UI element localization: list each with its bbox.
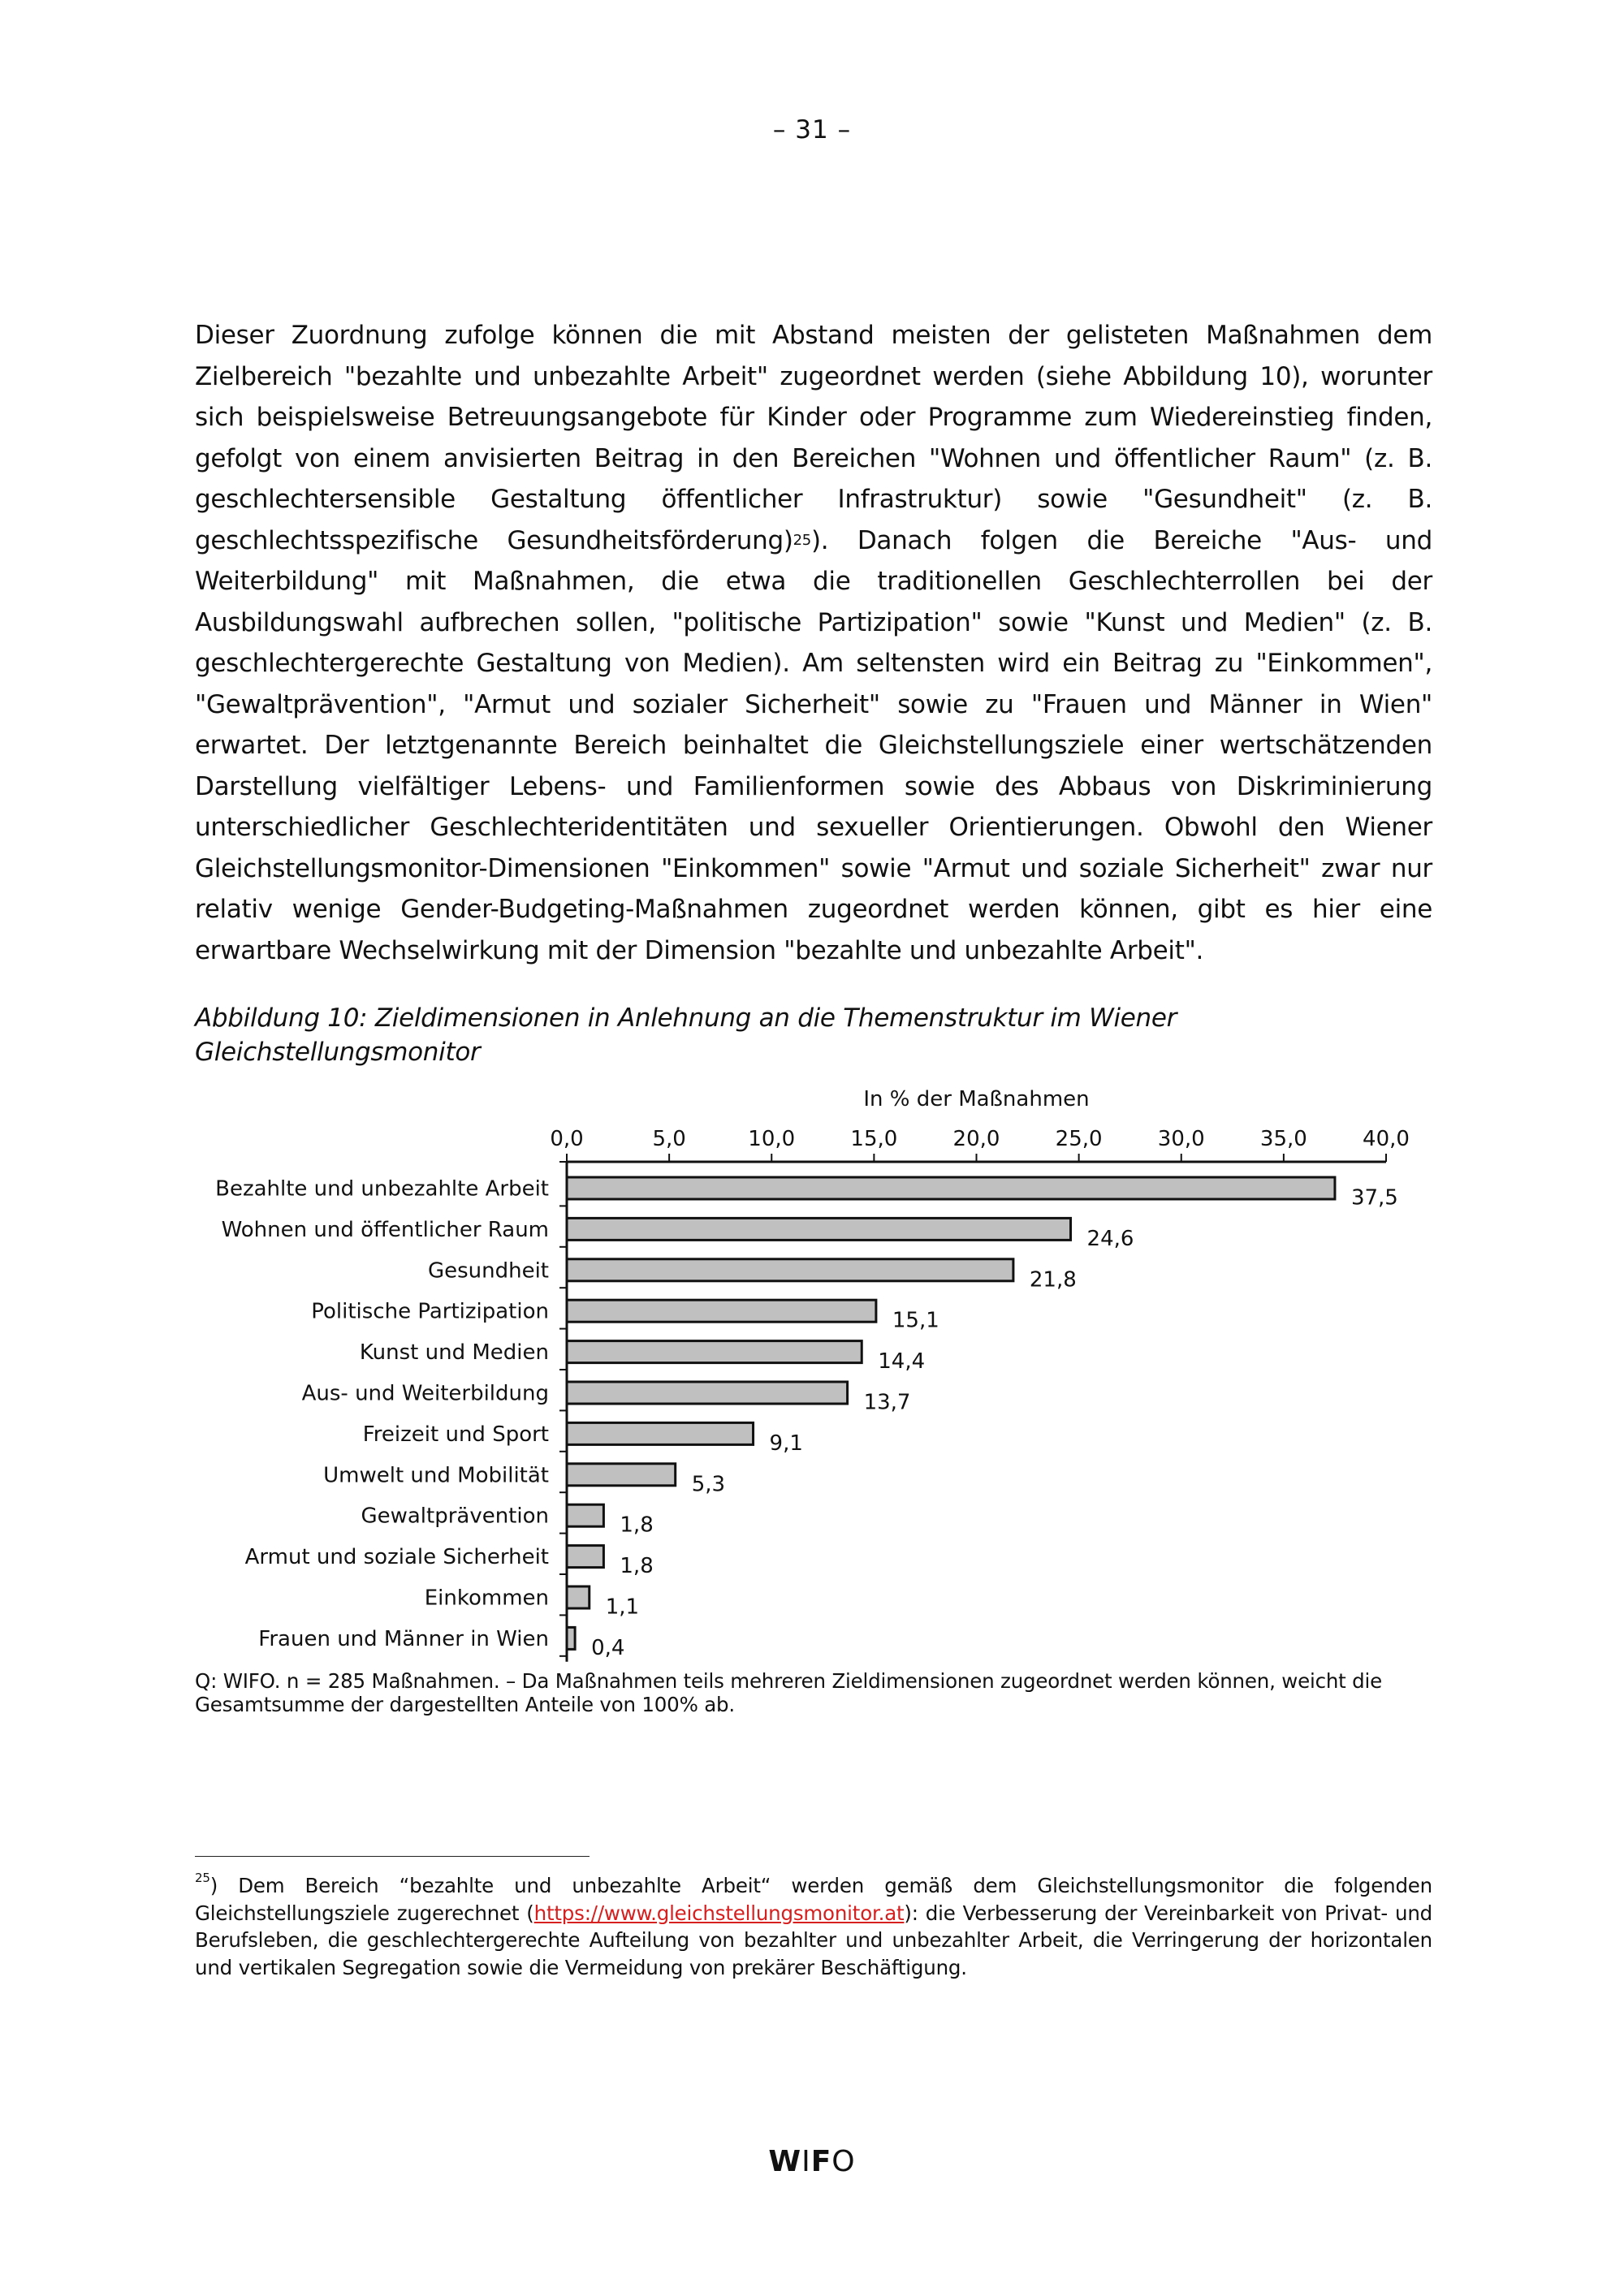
bar <box>567 1546 603 1568</box>
footnote-link[interactable]: https://www.gleichstellungsmonitor.at <box>533 1901 905 1925</box>
bar <box>567 1177 1335 1199</box>
category-label: Umwelt und Mobilität <box>323 1463 549 1488</box>
bar <box>567 1300 876 1322</box>
value-label: 21,8 <box>1029 1267 1077 1293</box>
x-tick-label: 35,0 <box>1259 1127 1307 1151</box>
footnote-text-before: ) Dem Bereich “bezahlte und unbezahlte Arbeit“ werden gemäß dem Gleichstellungsmonitor die folgenden Gleichstellungsziele zugerechnet ( <box>195 1874 1432 1925</box>
footnote <box>195 1872 1432 1981</box>
x-tick-label: 20,0 <box>952 1127 1000 1151</box>
category-label: Politische Partizipation <box>311 1299 549 1324</box>
footnote-reference[interactable]: 25 <box>793 531 811 549</box>
value-label: 37,5 <box>1350 1185 1398 1211</box>
value-label: 24,6 <box>1086 1226 1134 1251</box>
x-tick-label: 25,0 <box>1055 1127 1103 1151</box>
category-label: Freizeit und Sport <box>362 1422 549 1447</box>
bar <box>567 1218 1071 1240</box>
bar <box>567 1504 603 1526</box>
x-tick-label: 30,0 <box>1157 1127 1205 1151</box>
x-tick-label: 10,0 <box>748 1127 796 1151</box>
wifo-logo: WIFO <box>768 2145 856 2178</box>
body-text-part2: ). Danach folgen die Bereiche "Aus- und Weiterbildung" mit Maßnahmen, die etwa die traditionellen Geschlechterrollen bei der Ausbildungswahl aufbrechen sollen, "politische Partizipation" sowie "Kunst und Medien" (z. B. geschlechtergerechte Gestaltung von Medien). Am seltensten wird ein Beitrag zu "Einkommen", "Gewaltprävention", "Armut und sozialer Sicherheit" sowie zu "Frauen und Männer in Wien" erwartet. Der letztgenannte Bereich beinhaltet die Gleichstellungsziele einer wertschätzenden Darstellung vielfältiger Lebens- und Familienformen sowie des Abbaus von Diskriminierung unterschiedlicher Geschlechteridentitäten und sexueller Orientierungen. Obwohl den Wiener Gleichstellungsmonitor-Dimensionen "Einkommen" sowie "Armut und soziale Sicherheit" zwar nur relativ wenige Gender-Budgeting-Maßnahmen zugeordnet werden können, gibt es hier eine erwartbare Wechselwirkung mit der Dimension "bezahlte und unbezahlte Arbeit". <box>195 525 1433 965</box>
figure-source-note: Q: WIFO. n = 285 Maßnahmen. – Da Maßnahmen teils mehreren Zieldimensionen zugeordnet werden können, weicht die Gesamtsumme der dargestellten Anteile von 100% ab. <box>195 1669 1383 1716</box>
figure-caption: Abbildung 10: Zieldimensionen in Anlehnung an die Themenstruktur im Wiener Gleichstellungsmonitor <box>195 1003 1177 1067</box>
category-label: Wohnen und öffentlicher Raum <box>221 1217 549 1242</box>
category-label: Kunst und Medien <box>359 1340 549 1366</box>
x-tick-label: 5,0 <box>652 1127 686 1151</box>
bar <box>567 1259 1013 1281</box>
category-label: Armut und soziale Sicherheit <box>244 1545 549 1570</box>
footnote-divider <box>195 1856 590 1857</box>
value-label: 1,8 <box>620 1554 654 1579</box>
bar <box>567 1341 862 1363</box>
footnote-text-after: ): die Verbesserung der Vereinbarkeit von Privat- und Berufsleben, die geschlechtergerechte Aufteilung von bezahlter und unbezahlter Arbeit, die Verringerung der horizontalen und vertikalen Segregation sowie die Vermeidung von prekärer Beschäftigung. <box>195 1901 1432 1979</box>
value-label: 14,4 <box>878 1349 926 1375</box>
value-label: 5,3 <box>691 1472 726 1497</box>
value-label: 13,7 <box>863 1390 911 1415</box>
category-label: Gewaltprävention <box>361 1504 549 1529</box>
bar <box>567 1422 754 1444</box>
category-label: Bezahlte und unbezahlte Arbeit <box>215 1176 549 1202</box>
x-tick-label: 0,0 <box>550 1127 584 1151</box>
category-label: Aus- und Weiterbildung <box>301 1381 549 1406</box>
category-label: Frauen und Männer in Wien <box>258 1626 549 1651</box>
value-label: 15,1 <box>892 1308 939 1333</box>
bar <box>567 1627 575 1649</box>
bar <box>567 1382 848 1404</box>
value-label: 9,1 <box>769 1431 803 1456</box>
x-tick-label: 15,0 <box>850 1127 898 1151</box>
value-label: 1,8 <box>620 1513 654 1538</box>
category-label: Gesundheit <box>427 1258 549 1284</box>
body-text-part1: Dieser Zuordnung zufolge können die mit Abstand meisten der gelisteten Maßnahmen dem Zielbereich "bezahlte und unbezahlte Arbeit" zugeordnet werden (siehe Abbildung 10), worunter sich beispielsweise Betreuungsangebote für Kinder oder Programme zum Wiedereinstieg finden, gefolgt von einem anvisierten Beitrag in den Bereichen "Wohnen und öffentlicher Raum" (z. B. geschlechtersensible Gestaltung öffentlicher Infrastruktur) sowie "Gesundheit" (z. B. geschlechtsspezifische Gesundheitsförderung) <box>195 321 1432 555</box>
body-paragraph <box>195 315 1432 971</box>
x-tick-label: 40,0 <box>1363 1127 1410 1151</box>
footnote-number: 25 <box>195 1871 210 1885</box>
page-number: – 31 – <box>772 115 852 145</box>
bar <box>567 1464 676 1486</box>
value-label: 0,4 <box>591 1635 625 1660</box>
value-label: 1,1 <box>605 1595 640 1620</box>
bar <box>567 1586 590 1608</box>
x-axis-label: In % der Maßnahmen <box>863 1087 1090 1111</box>
category-label: Einkommen <box>424 1586 549 1611</box>
